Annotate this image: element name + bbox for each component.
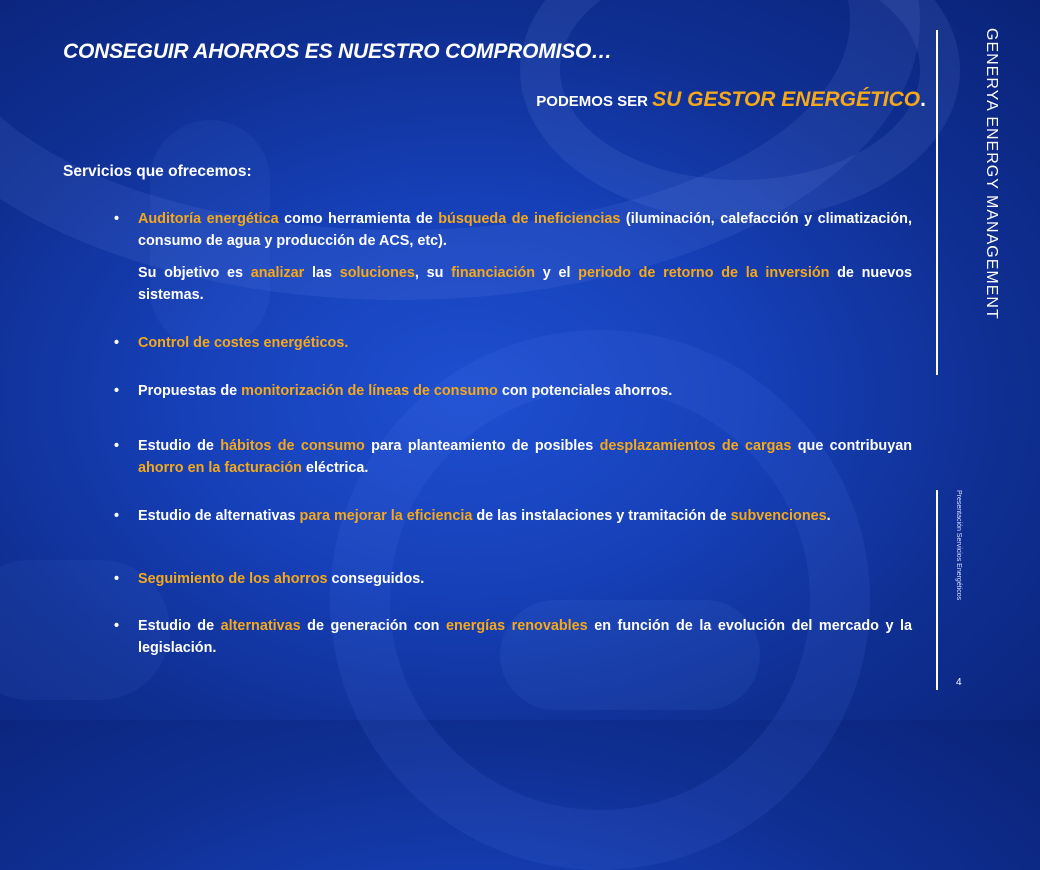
subtitle-prefix: PODEMOS SER [536, 93, 653, 110]
body-text: que contribuyan [791, 438, 912, 454]
subtitle-suffix: . [920, 88, 926, 111]
bullet: • [114, 571, 120, 587]
highlight-text: alternativas [220, 618, 301, 634]
highlight-text: periodo de retorno de la inversión [578, 265, 830, 281]
highlight-text: desplazamientos de cargas [599, 438, 792, 454]
footer-text: Presentación Servicios Energéticos [955, 490, 962, 601]
service-item [114, 208, 912, 252]
objective-paragraph [138, 262, 912, 306]
page-subtitle [536, 88, 926, 112]
highlight-text: hábitos de consumo [220, 438, 365, 454]
highlight-text: analizar [250, 265, 305, 281]
body-text: de las instalaciones y tramitación de [472, 508, 731, 524]
background-ring [327, 330, 870, 870]
body-text: , su [414, 265, 452, 281]
section-title: Servicios que ofrecemos: [63, 163, 252, 180]
page-title: CONSEGUIR AHORROS ES NUESTRO COMPROMISO… [63, 40, 612, 63]
body-text: Propuestas de [138, 383, 242, 399]
body-text: Estudio de [138, 438, 221, 454]
highlight-text: financiación [451, 265, 536, 281]
bullet: • [114, 618, 120, 634]
highlight-text: búsqueda de ineficiencias [438, 211, 621, 227]
service-item [114, 568, 912, 590]
bullet: • [114, 211, 120, 227]
service-item [114, 505, 912, 527]
body-text: con potenciales ahorros. [497, 383, 673, 399]
highlight-text: subvenciones [730, 508, 827, 524]
body-text: Su objetivo es [138, 265, 251, 281]
body-text: para planteamiento de posibles [364, 438, 600, 454]
bullet: • [114, 383, 120, 399]
highlight-text: monitorización de líneas de consumo [241, 383, 498, 399]
highlight-text: ahorro en la facturación [138, 460, 302, 476]
page-number: 4 [956, 677, 962, 688]
body-text: de nuevos sistemas. [138, 265, 912, 303]
body-text: de generación con [300, 618, 446, 634]
body-text: en función de la evolución del mercado y la legislación. [138, 618, 912, 656]
service-item [114, 332, 912, 354]
bullet: • [114, 508, 120, 524]
bullet: • [114, 335, 120, 351]
body-text: (iluminación, calefacción y climatización, consumo de agua y producción de ACS, etc). [138, 211, 912, 249]
body-text: conseguidos. [327, 571, 425, 587]
highlight-text: para mejorar la eficiencia [299, 508, 473, 524]
body-text: Estudio de [138, 618, 221, 634]
divider-line [936, 490, 938, 690]
body-text: y el [535, 265, 579, 281]
service-item [114, 435, 912, 479]
service-item [114, 615, 912, 659]
highlight-text: soluciones [339, 265, 415, 281]
body-text: las [304, 265, 340, 281]
highlight-text: Seguimiento de los ahorros [138, 571, 328, 587]
subtitle-highlight: SU GESTOR ENERGÉTICO [652, 88, 921, 111]
body-text: Estudio de alternativas [138, 508, 300, 524]
body-text: eléctrica. [301, 460, 369, 476]
bullet: • [114, 438, 120, 454]
highlight-text: Auditoría energética [138, 211, 279, 227]
service-item [114, 380, 912, 402]
body-text: . [826, 508, 831, 524]
divider-line [936, 30, 938, 375]
highlight-text: energías renovables [445, 618, 588, 634]
highlight-text: Control de costes energéticos. [138, 335, 349, 351]
body-text: como herramienta de [278, 211, 439, 227]
brand-name: GENERYA ENERGY MANAGEMENT [983, 28, 1000, 320]
